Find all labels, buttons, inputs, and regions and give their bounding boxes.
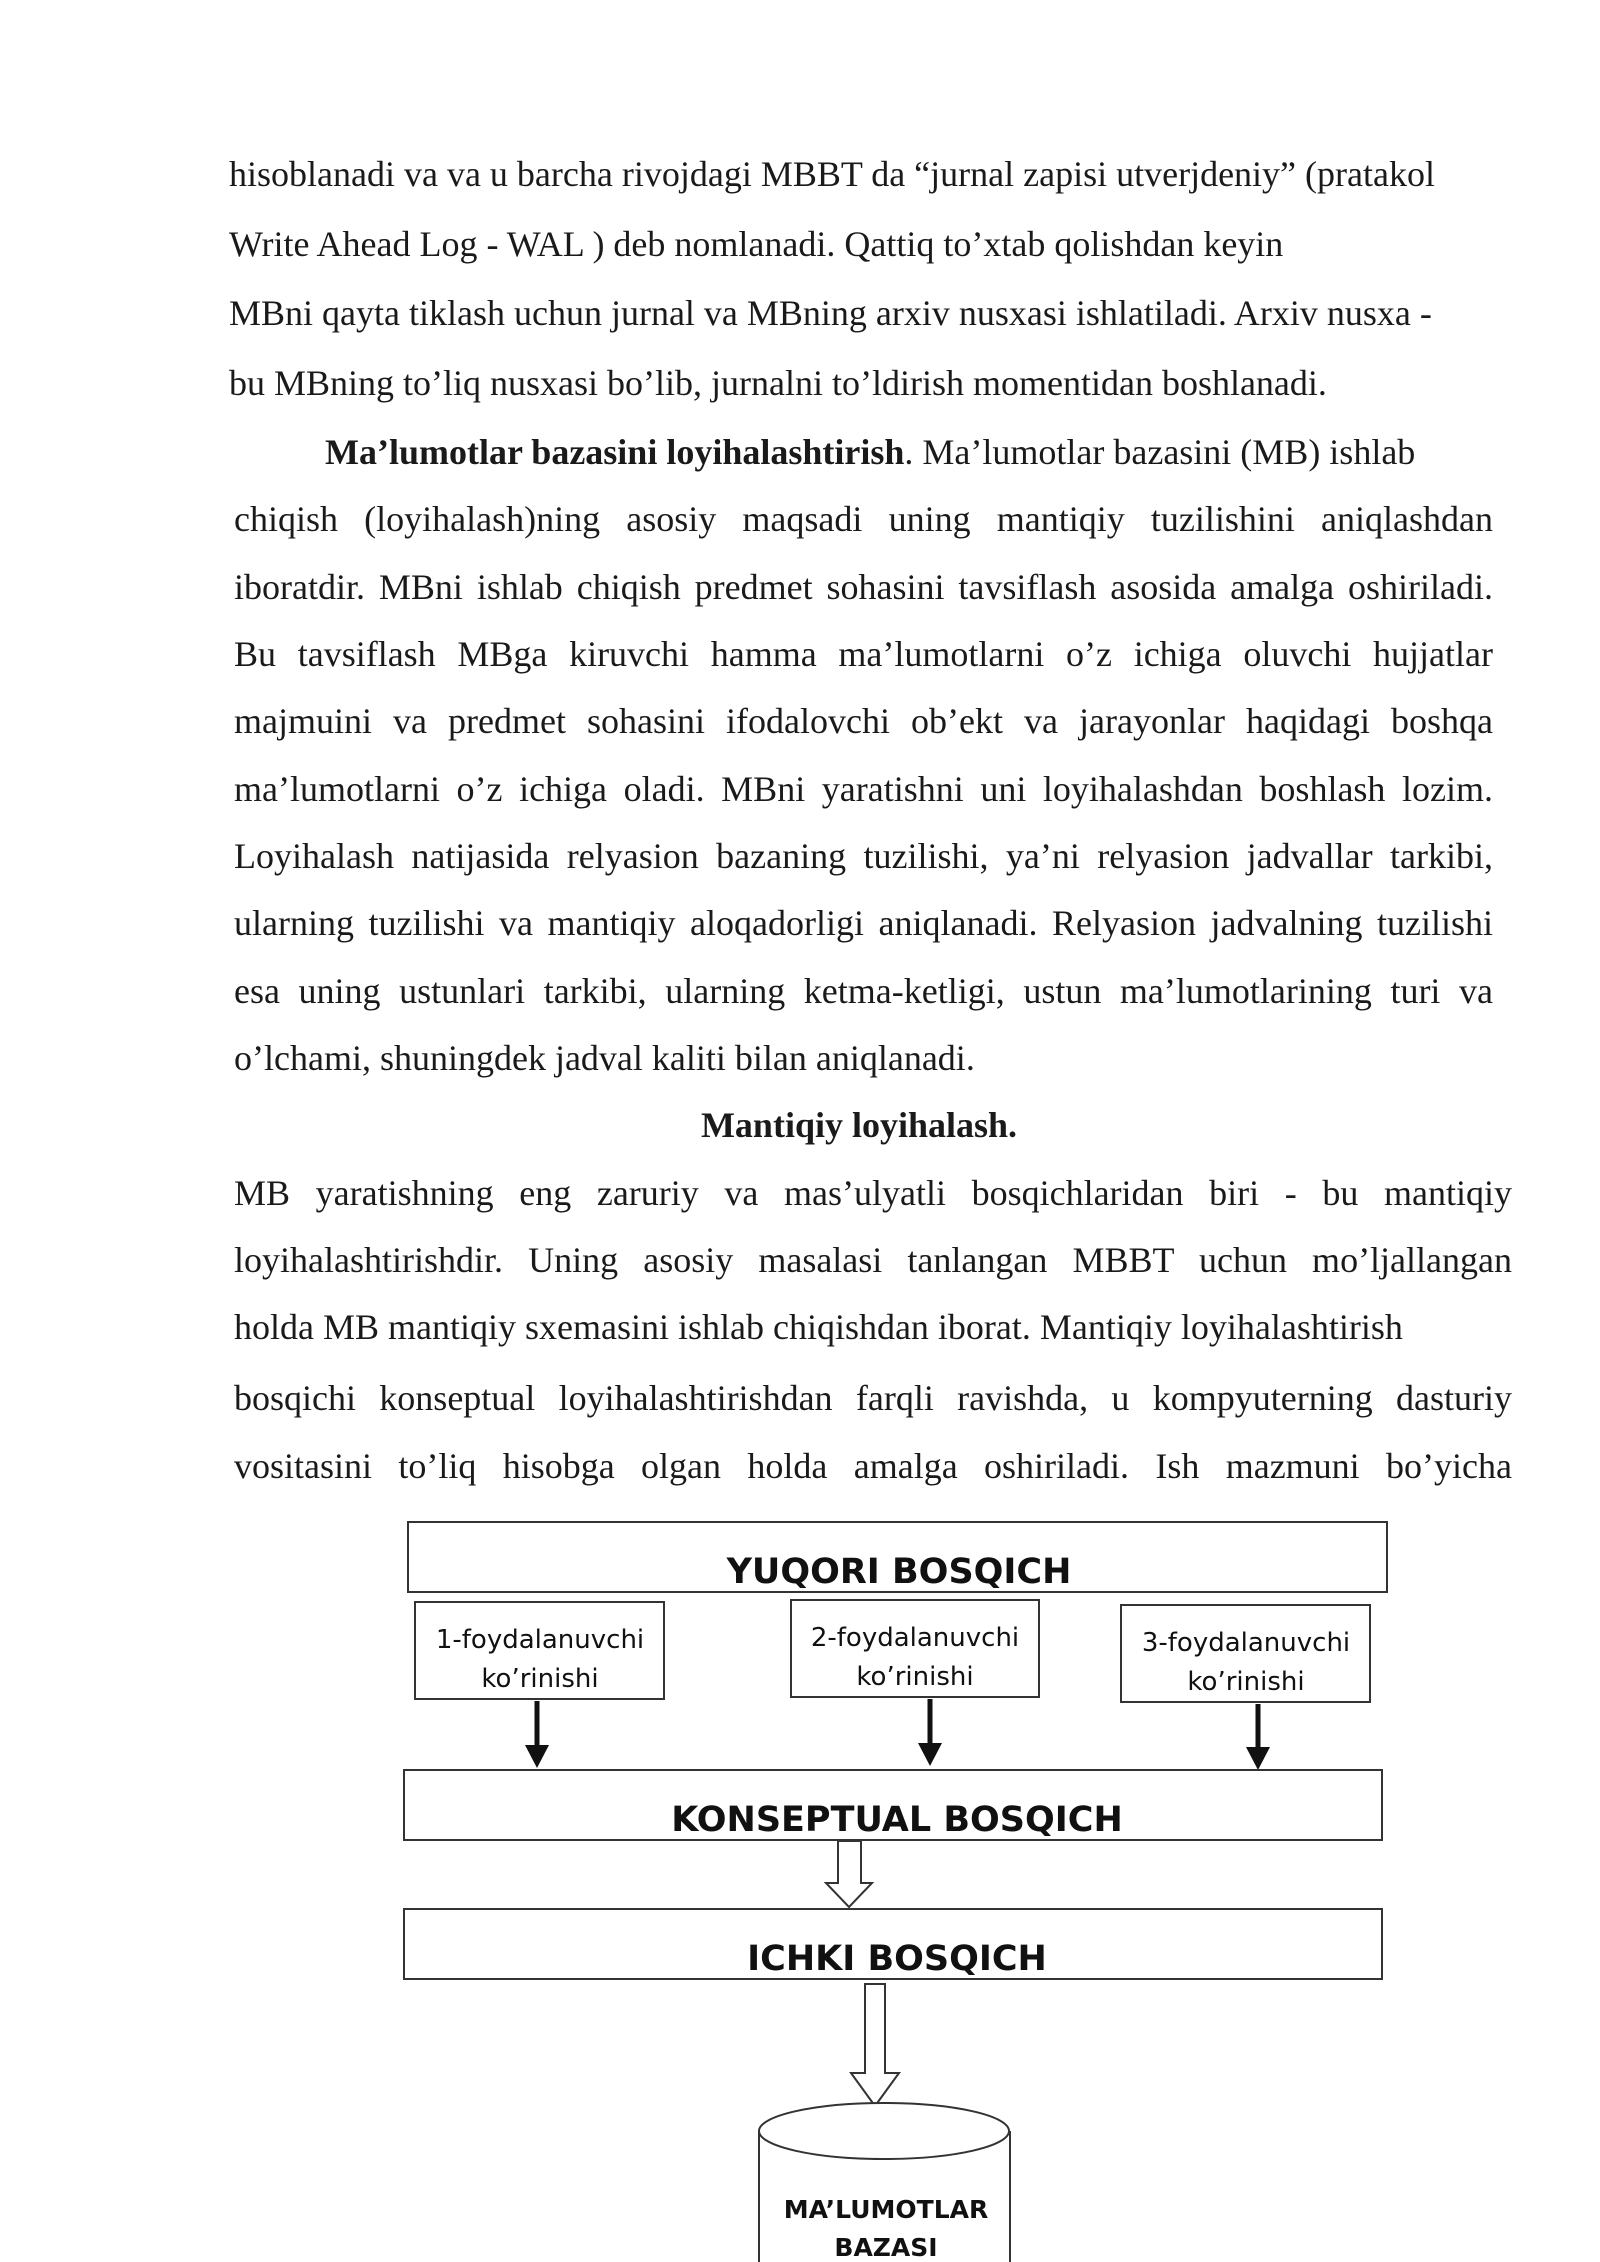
paragraph-2-line-5: majmuini va predmet sohasini ifodalovchi ob’ekt va jarayonlar haqidagi boshqa <box>234 701 1493 741</box>
paragraph-1-line-4: bu MBning to’liq nusxasi bo’lib, jurnalni to’ldirish momentidan boshlanadi. <box>229 363 1327 403</box>
user-view-3-line-1: 3-foydalanuvchi <box>1141 1628 1351 1658</box>
paragraph-2-heading: Ma’lumotlar bazasini loyihalashtirish <box>325 432 905 472</box>
section-title: Mantiqiy loyihalash. <box>700 1105 1018 1145</box>
paragraph-1-line-1: hisoblanadi va va u barcha rivojdagi MBBT da “jurnal zapisi utverjdeniy” (pratakol <box>229 154 1435 194</box>
down-arrow-icon <box>918 1699 942 1766</box>
paragraph-3-line-2: loyihalashtirishdir. Uning asosiy masalasi tanlangan MBBT uchun mo’ljallangan <box>234 1240 1512 1280</box>
paragraph-2-line-9: esa uning ustunlari tarkibi, ularning ketma-ketligi, ustun ma’lumotlarining turi va <box>234 971 1493 1011</box>
paragraph-2-line-4: Bu tavsiflash MBga kiruvchi hamma ma’lumotlarni o’z ichiga oluvchi hujjatlar <box>234 634 1493 674</box>
user-view-1-line-2: ko’rinishi <box>481 1664 599 1694</box>
user-view-2-line-1: 2-foydalanuvchi <box>810 1623 1020 1653</box>
user-view-3-line-2: ko’rinishi <box>1187 1667 1305 1697</box>
user-view-1-line-1: 1-foydalanuvchi <box>435 1625 645 1655</box>
database-label-line-1: MA’LUMOTLAR <box>783 2195 989 2224</box>
paragraph-1-line-2: Write Ahead Log - WAL ) deb nomlanadi. Qattiq to’xtab qolishdan keyin <box>229 224 1284 264</box>
internal-level-label: ICHKI BOSQICH <box>747 1939 1047 1979</box>
paragraph-1-line-3: MBni qayta tiklash uchun jurnal va MBning arxiv nusxasi ishlatiladi. Arxiv nusxa - <box>229 293 1432 333</box>
down-arrow-icon <box>826 1841 872 1907</box>
down-arrow-icon <box>1246 1704 1270 1770</box>
paragraph-2-line-2: chiqish (loyihalash)ning asosiy maqsadi uning mantiqiy tuzilishini aniqlashdan <box>234 499 1493 539</box>
conceptual-level-label: KONSEPTUAL BOSQICH <box>671 1800 1123 1840</box>
paragraph-2-line-7: Loyihalash natijasida relyasion bazaning tuzilishi, ya’ni relyasion jadvallar tarkibi, <box>234 836 1493 876</box>
paragraph-3-line-1: MB yaratishning eng zaruriy va mas’ulyatli bosqichlaridan biri - bu mantiqiy <box>234 1173 1512 1213</box>
paragraph-2-line-1-rest: . Ma’lumotlar bazasini (MB) ishlab <box>904 432 1416 472</box>
paragraph-3-line-5: vositasini to’liq hisobga olgan holda amalga oshiriladi. Ish mazmuni bo’yicha <box>234 1446 1512 1486</box>
database-label-line-2: BAZASI <box>834 2233 938 2262</box>
paragraph-3-line-4: bosqichi konseptual loyihalashtirishdan farqli ravishda, u kompyuterning dasturiy <box>234 1378 1512 1418</box>
user-view-2-line-2: ko’rinishi <box>856 1662 974 1692</box>
paragraph-2-line-8: ularning tuzilishi va mantiqiy aloqadorligi aniqlanadi. Relyasion jadvalning tuzilishi <box>234 903 1493 943</box>
paragraph-2-line-10: o’lchami, shuningdek jadval kaliti bilan aniqlanadi. <box>234 1038 975 1078</box>
down-arrow-icon <box>525 1701 549 1768</box>
paragraph-3-line-3: holda MB mantiqiy sxemasini ishlab chiqishdan iborat. Mantiqiy loyihalashtirish <box>234 1307 1403 1347</box>
down-arrow-icon <box>851 1984 899 2106</box>
top-level-label: YUQORI BOSQICH <box>726 1552 1072 1592</box>
paragraph-2-line-6: ma’lumotlarni o’z ichiga oladi. MBni yaratishni uni loyihalashdan boshlash lozim. <box>234 769 1493 809</box>
paragraph-2-line-3: iboratdir. MBni ishlab chiqish predmet sohasini tavsiflash asosida amalga oshiriladi. <box>234 567 1493 607</box>
